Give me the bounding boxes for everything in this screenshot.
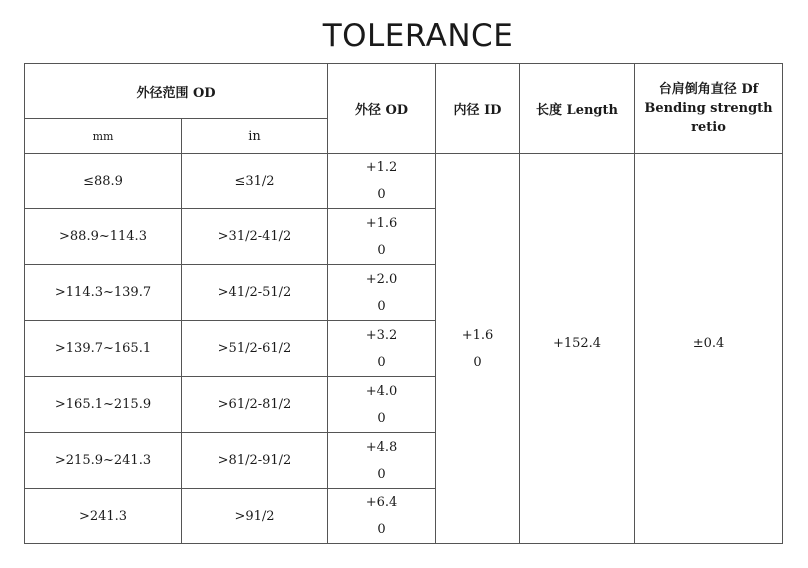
id-minus: 0: [473, 354, 482, 370]
od-plus: +4.0: [365, 383, 398, 399]
tolerance-table: [24, 63, 783, 544]
header-df-line3: retio: [691, 120, 726, 135]
cell-od: [328, 209, 436, 265]
od-plus: +4.8: [365, 439, 398, 455]
header-od-range: 外径范围 OD: [25, 64, 328, 119]
od-plus: +1.2: [365, 160, 398, 175]
od-plus: +2.0: [365, 271, 398, 287]
cell-od: [328, 377, 436, 433]
cell-in: >91/2: [182, 489, 328, 544]
header-df-line1: 台肩倒角直径 Df: [658, 82, 759, 97]
header-in: in: [182, 119, 328, 154]
cell-mm: >114.3~139.7: [25, 265, 182, 321]
cell-mm: >88.9~114.3: [25, 209, 182, 265]
header-length: 长度 Length: [520, 64, 635, 154]
od-plus: +3.2: [365, 327, 398, 343]
cell-mm: >165.1~215.9: [25, 377, 182, 433]
od-minus: 0: [377, 354, 386, 370]
id-plus: +1.6: [461, 327, 494, 343]
header-od: 外径 OD: [328, 64, 436, 154]
od-minus: 0: [377, 242, 386, 258]
cell-od: [328, 154, 436, 209]
cell-in: ≤31/2: [182, 154, 328, 209]
cell-mm: ≤88.9: [25, 154, 182, 209]
cell-od: [328, 433, 436, 489]
od-minus: 0: [377, 466, 386, 482]
cell-in: >51/2-61/2: [182, 321, 328, 377]
od-minus: 0: [377, 298, 386, 314]
table-row: [25, 154, 783, 209]
cell-in: >61/2-81/2: [182, 377, 328, 433]
od-minus: 0: [377, 522, 386, 537]
cell-od: [328, 489, 436, 544]
cell-od: [328, 265, 436, 321]
cell-df-tolerance: ±0.4: [635, 154, 783, 544]
od-plus: +1.6: [365, 215, 398, 231]
od-minus: 0: [377, 410, 386, 426]
cell-mm: >215.9~241.3: [25, 433, 182, 489]
header-mm: mm: [25, 119, 182, 154]
cell-mm: >139.7~165.1: [25, 321, 182, 377]
header-df-line2: Bending strength: [644, 101, 773, 116]
od-minus: 0: [377, 187, 386, 202]
header-id: 内径 ID: [436, 64, 520, 154]
cell-in: >31/2-41/2: [182, 209, 328, 265]
cell-in: >41/2-51/2: [182, 265, 328, 321]
cell-mm: >241.3: [25, 489, 182, 544]
cell-od: [328, 321, 436, 377]
header-df: [635, 64, 783, 154]
page-title: TOLERANCE: [322, 18, 514, 54]
cell-length-tolerance: +152.4: [520, 154, 635, 544]
cell-in: >81/2-91/2: [182, 433, 328, 489]
cell-id-tolerance: [436, 154, 520, 544]
od-plus: +6.4: [365, 495, 398, 510]
